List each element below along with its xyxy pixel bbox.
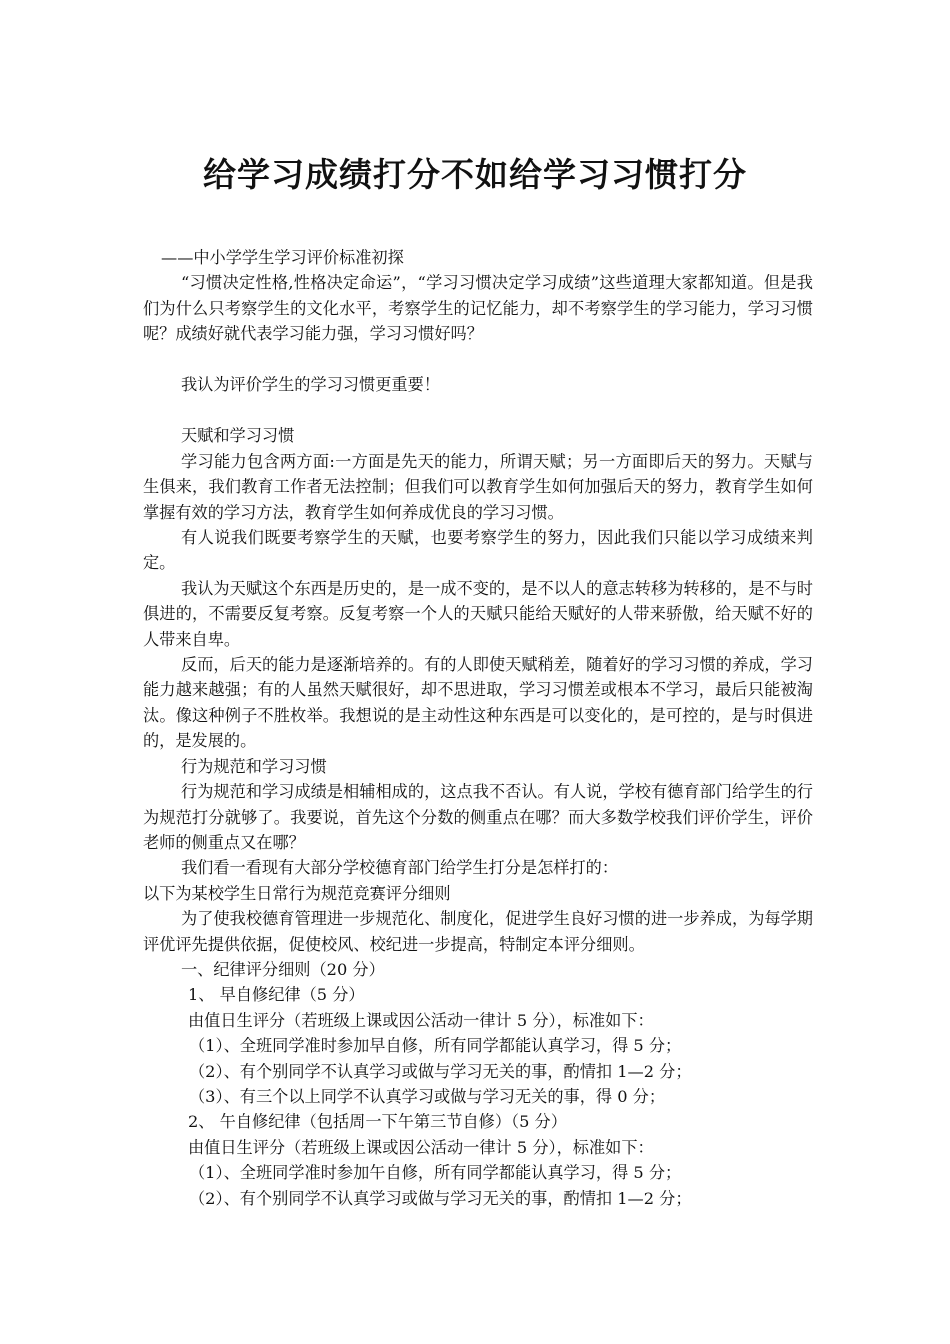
rule-section-discipline: 一、纪律评分细则（20 分） [181,959,385,979]
rule-noon-item-1: （1）、全班同学准时参加午自修，所有同学都能认真学习，得 5 分； [189,1163,682,1183]
document-body [143,245,813,1211]
paragraph-ability: 学习能力包含两方面:一方面是先天的能力，所谓天赋；另一方面即后天的努力。天赋与生俱来，我们教育工作者无法控制；但我们可以教育学生如何加强后天的努力，教育学生如何掌握有效的学习方法，教育学生如何养成优良的学习习惯。 [143,451,813,522]
rule-morning-item-1: （1）、全班同学准时参加早自修，所有同学都能认真学习，得 5 分； [189,1036,682,1056]
section-heading-behavior: 行为规范和学习习惯 [181,756,327,776]
section-heading-talent: 天赋和学习习惯 [181,426,295,446]
paragraph-thesis: 我认为评价学生的学习习惯更重要！ [181,375,440,395]
rule-morning-study: 1、 早自修纪律（5 分） [188,985,365,1005]
document-subtitle: ——中小学学生学习评价标准初探 [161,248,404,267]
paragraph-opinion: 有人说我们既要考察学生的天赋，也要考察学生的努力，因此我们只能以学习成绩来判定。 [143,528,813,573]
paragraph-behavior-scores: 行为规范和学习成绩是相辅相成的，这点我不否认。有人说，学校有德育部门给学生的行为规范打分就够了。我要说，首先这个分数的侧重点在哪？而大多数学校我们评价学生，评价老师的侧重点又在哪？ [143,782,813,852]
paragraph-habits-intro: “习惯决定性格,性格决定命运”，“学习习惯决定学习成绩”这些道理大家都知道。但是我们为什么只考察学生的文化水平，考察学生的记忆能力，却不考察学生的学习能力，学习习惯呢？成绩好就代表学习能力强，学习习惯好吗？ [143,273,813,344]
rule-noon-study: 2、 午自修纪律（包括周一下午第三节自修）（5 分） [188,1112,567,1132]
paragraph-rules-intro: 以下为某校学生日常行为规范竞赛评分细则 [143,883,451,903]
paragraph-acquired-ability: 反而，后天的能力是逐渐培养的。有的人即使天赋稍差，随着好的学习习惯的养成，学习能力越来越强；有的人虽然天赋很好，却不思进取，学习习惯差或根本不学习，最后只能被淘汰。像这种例子不胜枚举。我想说的是主动性这种东西是可以变化的，是可控的，是与时俱进的，是发展的。 [143,655,813,751]
paragraph-current-scoring: 我们看一看现有大部分学校德育部门给学生打分是怎样打的： [181,858,619,878]
rule-morning-item-3: （3）、有三个以上同学不认真学习或做与学习无关的事，得 0 分； [189,1086,666,1106]
rule-morning-standard: 由值日生评分（若班级上课或因公活动一律计 5 分），标准如下： [188,1010,654,1030]
document-title: 给学习成绩打分不如给学习习惯打分 [203,155,747,194]
paragraph-rules-purpose: 为了使我校德育管理进一步规范化、制度化，促进学生良好习惯的进一步养成，为每学期评优评先提供依据，促使校风、校纪进一步提高，特制定本评分细则。 [143,909,813,954]
rule-noon-standard: 由值日生评分（若班级上课或因公活动一律计 5 分），标准如下： [188,1137,654,1157]
rule-noon-item-2: （2）、有个别同学不认真学习或做与学习无关的事，酌情扣 1—2 分； [189,1188,692,1208]
rule-morning-item-2: （2）、有个别同学不认真学习或做与学习无关的事，酌情扣 1—2 分； [189,1061,692,1081]
paragraph-talent-history: 我认为天赋这个东西是历史的，是一成不变的，是不以人的意志转移为转移的，是不与时俱进的，不需要反复考察。反复考察一个人的天赋只能给天赋好的人带来骄傲，给天赋不好的人带来自卑。 [143,578,813,649]
